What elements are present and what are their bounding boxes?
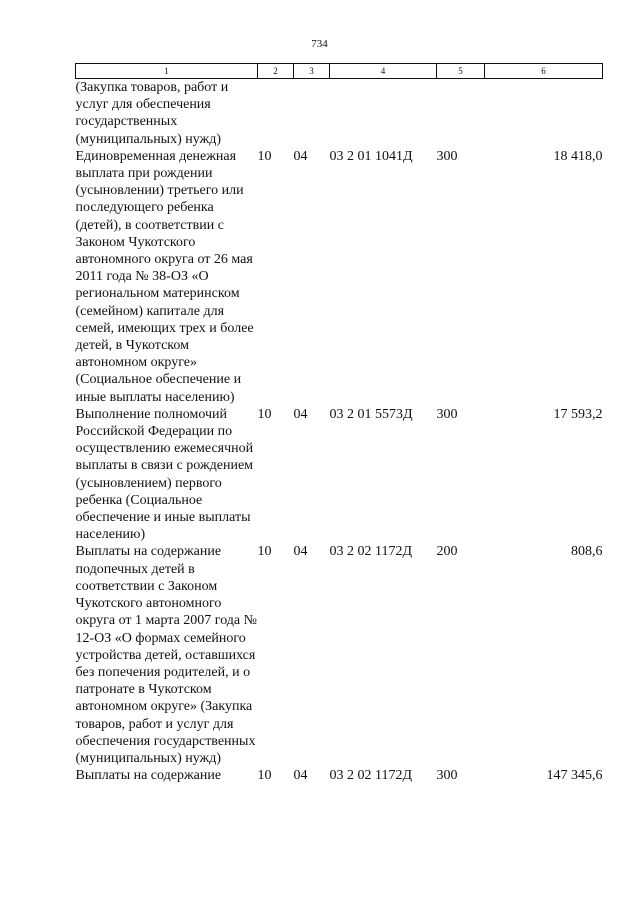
row-amount bbox=[485, 79, 603, 148]
header-row bbox=[76, 64, 603, 79]
row-section: 10 bbox=[257, 544, 272, 560]
row-target-article: 03 2 02 1172Д bbox=[329, 768, 413, 784]
row-target-article bbox=[330, 79, 437, 148]
row-target-article: 03 2 02 1172Д bbox=[329, 544, 413, 560]
row-expense-type: 200 bbox=[436, 544, 458, 560]
row-expense-type: 300 bbox=[436, 148, 458, 164]
row-subsection: 04 bbox=[293, 544, 308, 560]
row-name: Единовременная денежная выплата при рождении (усыновлении) третьего или последующего ребенка (детей), в соответствии с Законом Чукотского автономного округа от 26 мая 2011 года № 38-ОЗ «О региональном материнском (семейном) капитале для семей, имеющих трех и более детей, в Чукотском автономном округе» (Социальное обеспечение и иные выплаты населению) bbox=[75, 148, 254, 405]
row-subsection bbox=[294, 79, 330, 148]
row-name: Выплаты на содержание подопечных детей в соответствии с Законом Чукотского автономного округа от 1 марта 2007 года № 12-ОЗ «О формах семейного устройства детей, оставшихся без попечения родителей, и о патронате в Чукотском автономном округе» (Закупка товаров, работ и услуг для обеспечения государственных (муниципальных) нужд) bbox=[75, 544, 257, 766]
row-section: 10 bbox=[257, 406, 272, 422]
row-amount: 17 593,2 bbox=[553, 406, 603, 422]
row-amount: 147 345,6 bbox=[546, 768, 603, 784]
row-subsection: 04 bbox=[293, 768, 308, 784]
header-col-4: 4 bbox=[330, 64, 437, 79]
row-subsection: 04 bbox=[293, 406, 308, 422]
header-col-3: 3 bbox=[294, 64, 330, 79]
row-section bbox=[258, 79, 294, 148]
row-target-article: 03 2 01 5573Д bbox=[329, 406, 413, 422]
table-row bbox=[76, 79, 603, 148]
table-body bbox=[76, 79, 603, 785]
header-col-1: 1 bbox=[76, 64, 258, 79]
row-name: Выполнение полномочий Российской Федерации по осуществлению ежемесячной выплаты в связи с рождением (усыновлением) первого ребенка (Социальное обеспечение и иные выплаты населению) bbox=[75, 406, 254, 543]
row-section: 10 bbox=[257, 768, 272, 784]
budget-table bbox=[75, 63, 603, 784]
row-amount: 808,6 bbox=[571, 544, 603, 560]
row-amount: 18 418,0 bbox=[553, 148, 603, 164]
table-row bbox=[76, 406, 603, 544]
table-row bbox=[76, 543, 603, 767]
page-number: 734 bbox=[311, 38, 328, 50]
row-name: Выплаты на содержание bbox=[75, 768, 222, 784]
table-row bbox=[76, 148, 603, 406]
header-col-2: 2 bbox=[258, 64, 294, 79]
row-expense-type bbox=[437, 79, 485, 148]
table-row bbox=[76, 767, 603, 784]
header-col-5: 5 bbox=[437, 64, 485, 79]
header-col-6: 6 bbox=[485, 64, 603, 79]
row-expense-type: 300 bbox=[436, 768, 458, 784]
table-header bbox=[76, 64, 603, 79]
row-name: (Закупка товаров, работ и услуг для обеспечения государственных (муниципальных) нужд) bbox=[75, 80, 229, 147]
row-expense-type: 300 bbox=[436, 406, 458, 422]
row-section: 10 bbox=[257, 148, 272, 164]
row-subsection: 04 bbox=[293, 148, 308, 164]
row-target-article: 03 2 01 1041Д bbox=[329, 148, 413, 164]
